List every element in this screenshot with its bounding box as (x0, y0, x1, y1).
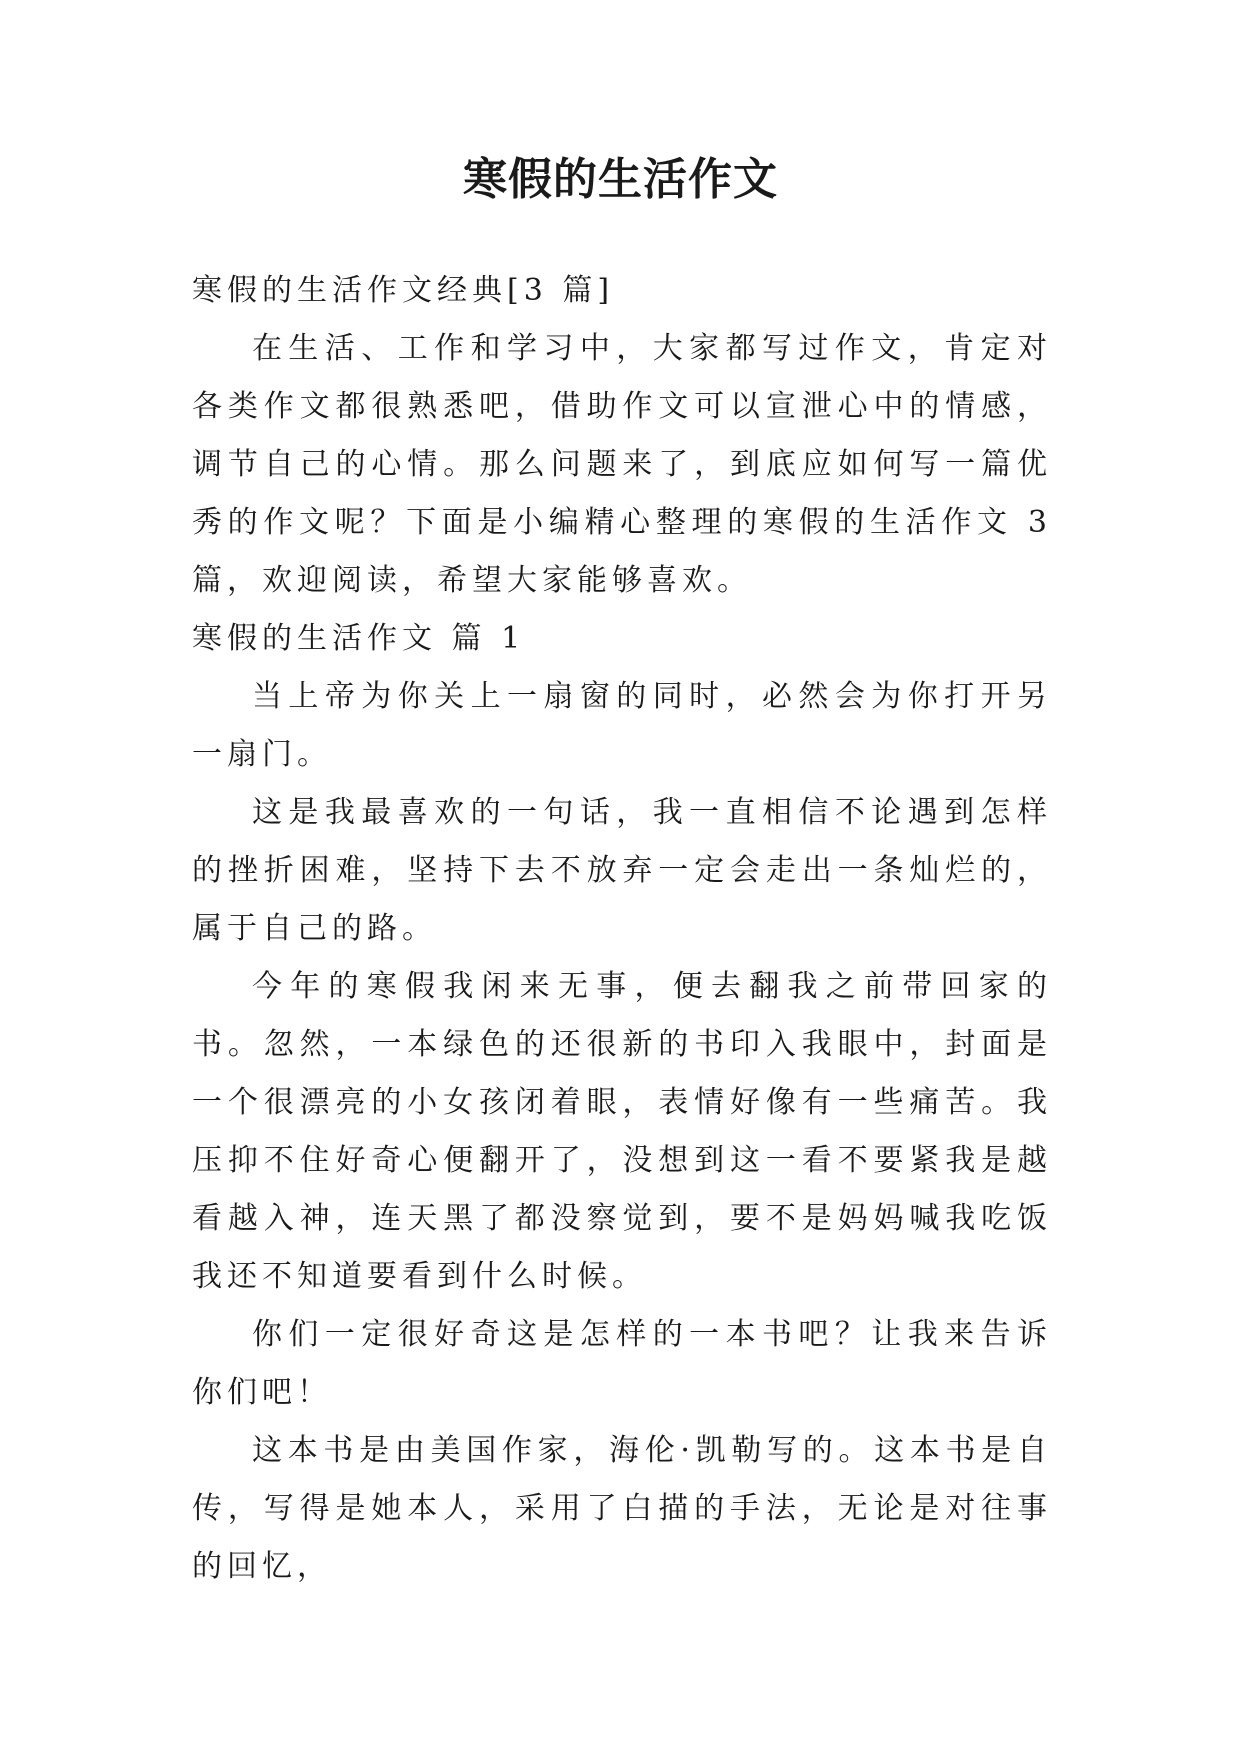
body-paragraph: 当上帝为你关上一扇窗的同时，必然会为你打开另一扇门。 (192, 679, 1052, 772)
body-paragraph: 今年的寒假我闲来无事，便去翻我之前带回家的书。忽然，一本绿色的还很新的书印入我眼中，封面是一个很漂亮的小女孩闭着眼，表情好像有一些痛苦。我压抑不住好奇心便翻开了，没想到这一看不要紧我是越看越入神，连天黑了都没察觉到，要不是妈妈喊我吃饭我还不知道要看到什么时候。 (192, 969, 1052, 1294)
body-paragraph: 这本书是由美国作家，海伦·凯勒写的。这本书是自传，写得是她本人，采用了白描的手法，无论是对往事的回忆， (192, 1433, 1052, 1584)
subtitle-line: 寒假的生活作文经典[3 篇] (192, 273, 615, 308)
document-body (192, 262, 1052, 1596)
section-heading: 寒假的生活作文 篇 1 (192, 621, 526, 656)
body-paragraph: 你们一定很好奇这是怎样的一本书吧？让我来告诉你们吧！ (192, 1317, 1052, 1410)
body-paragraph: 这是我最喜欢的一句话，我一直相信不论遇到怎样的挫折困难，坚持下去不放弃一定会走出一条灿烂的，属于自己的路。 (192, 795, 1052, 946)
intro-paragraph: 在生活、工作和学习中，大家都写过作文，肯定对各类作文都很熟悉吧，借助作文可以宣泄心中的情感，调节自己的心情。那么问题来了，到底应如何写一篇优秀的作文呢？下面是小编精心整理的寒假的生活作文 3 篇，欢迎阅读，希望大家能够喜欢。 (192, 331, 1052, 598)
document-title: 寒假的生活作文 (463, 154, 778, 205)
